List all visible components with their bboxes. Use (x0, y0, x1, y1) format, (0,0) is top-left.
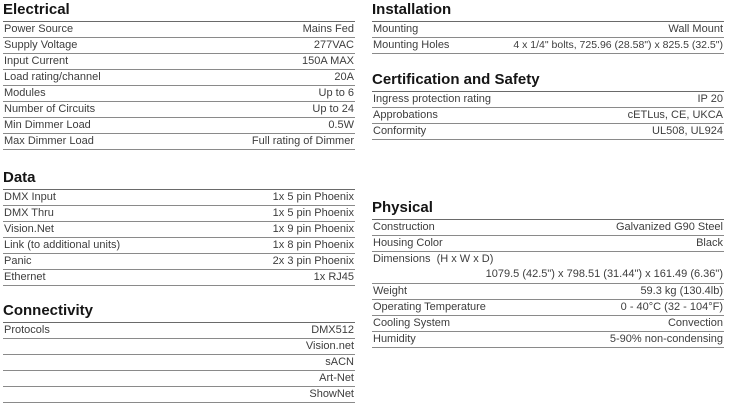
spec-label: Operating Temperature (373, 301, 486, 313)
spec-label: Max Dimmer Load (4, 135, 94, 147)
spec-value: sACN (325, 356, 354, 368)
spec-row (372, 22, 724, 38)
spec-row (372, 124, 724, 140)
spec-label: Cooling System (373, 317, 451, 329)
spec-row (372, 252, 724, 284)
spec-value: 4 x 1/4" bolts, 725.96 (28.58") x 825.5 (32.5") (513, 39, 723, 51)
spec-label: Ingress protection rating (373, 93, 492, 105)
spec-value: cETLus, CE, UKCA (627, 109, 723, 121)
installation-section (372, 1, 724, 54)
spec-value: 1x RJ45 (313, 271, 354, 283)
spec-value: Up to 24 (312, 103, 354, 115)
spec-value: DMX512 (311, 324, 354, 336)
spec-value: Art-Net (319, 372, 354, 384)
connectivity-title: Connectivity (3, 302, 355, 323)
electrical-title: Electrical (3, 1, 355, 22)
physical-section (372, 199, 724, 348)
spec-value: 277VAC (313, 39, 354, 51)
spec-row (3, 206, 355, 222)
spec-row (372, 108, 724, 124)
spec-label: Ethernet (4, 271, 46, 283)
spec-value: 59.3 kg (130.4lb) (640, 285, 723, 297)
spec-value: IP 20 (697, 93, 723, 105)
spec-row (372, 300, 724, 316)
spec-label: Panic (4, 255, 32, 267)
spec-value: Wall Mount (668, 23, 723, 35)
data-section (3, 169, 355, 286)
spec-value: 150A MAX (302, 55, 354, 67)
spec-value: Mains Fed (302, 23, 354, 35)
spec-row (372, 316, 724, 332)
spec-label: Number of Circuits (4, 103, 96, 115)
spec-row (3, 54, 355, 70)
spec-label: Dimensions (H x W x D) (373, 253, 494, 265)
spec-value: Vision.net (305, 340, 354, 352)
spec-value: 1x 5 pin Phoenix (272, 191, 354, 203)
spec-label: Approbations (373, 109, 438, 121)
connectivity-section (3, 302, 355, 403)
spec-label: Load rating/channel (4, 71, 101, 83)
spec-value: 20A (334, 71, 354, 83)
spec-label: Power Source (4, 23, 74, 35)
spec-label: Min Dimmer Load (4, 119, 91, 131)
certification-section (372, 71, 724, 140)
spec-value: ShowNet (309, 388, 354, 400)
spec-value: 5-90% non-condensing (609, 333, 723, 345)
spec-row (3, 222, 355, 238)
spec-label: Mounting (373, 23, 419, 35)
spec-row (3, 371, 355, 387)
spec-value: 0 - 40°C (32 - 104°F) (620, 301, 723, 313)
spec-row (372, 332, 724, 348)
spec-label: Construction (373, 221, 435, 233)
spec-label: DMX Thru (4, 207, 54, 219)
spec-row (372, 92, 724, 108)
spec-row (3, 387, 355, 403)
spec-label: Vision.Net (4, 223, 54, 235)
spec-row (372, 38, 724, 54)
spec-value: 0.5W (328, 119, 354, 131)
spec-row (372, 220, 724, 236)
spec-value: Up to 6 (318, 87, 354, 99)
spec-row (3, 339, 355, 355)
spec-label: Link (to additional units) (4, 239, 121, 251)
spec-value: Convection (667, 317, 723, 329)
spec-value: 1079.5 (42.5") x 798.51 (31.44") x 161.49 (6.36") (485, 268, 723, 280)
installation-title: Installation (372, 1, 724, 22)
spec-value: 2x 3 pin Phoenix (272, 255, 354, 267)
spec-label: Modules (4, 87, 46, 99)
spec-row (3, 238, 355, 254)
data-title: Data (3, 169, 355, 190)
spec-row (3, 134, 355, 150)
spec-row (3, 190, 355, 206)
spec-value: 1x 5 pin Phoenix (272, 207, 354, 219)
spec-value: UL508, UL924 (652, 125, 723, 137)
spec-row (3, 254, 355, 270)
spec-label: Supply Voltage (4, 39, 78, 51)
spec-row (3, 22, 355, 38)
spec-row (3, 323, 355, 339)
spec-label: Protocols (4, 324, 50, 336)
spec-row (3, 86, 355, 102)
spec-row (372, 284, 724, 300)
spec-value: 1x 8 pin Phoenix (272, 239, 354, 251)
spec-label: Mounting Holes (373, 39, 450, 51)
spec-label: Input Current (4, 55, 69, 67)
spec-value: Galvanized G90 Steel (615, 221, 723, 233)
spec-value: Full rating of Dimmer (251, 135, 354, 147)
spec-row (3, 270, 355, 286)
spec-label: Conformity (373, 125, 427, 137)
spec-row (3, 70, 355, 86)
spec-row (3, 102, 355, 118)
spec-row (3, 355, 355, 371)
physical-title: Physical (372, 199, 724, 220)
spec-label: Housing Color (373, 237, 443, 249)
certification-title: Certification and Safety (372, 71, 724, 92)
spec-row (3, 118, 355, 134)
electrical-section (3, 1, 355, 150)
spec-label: DMX Input (4, 191, 56, 203)
spec-value: 1x 9 pin Phoenix (272, 223, 354, 235)
spec-label: Humidity (373, 333, 416, 345)
spec-row (372, 236, 724, 252)
spec-value: Black (696, 237, 723, 249)
spec-row (3, 38, 355, 54)
spec-label: Weight (373, 285, 408, 297)
